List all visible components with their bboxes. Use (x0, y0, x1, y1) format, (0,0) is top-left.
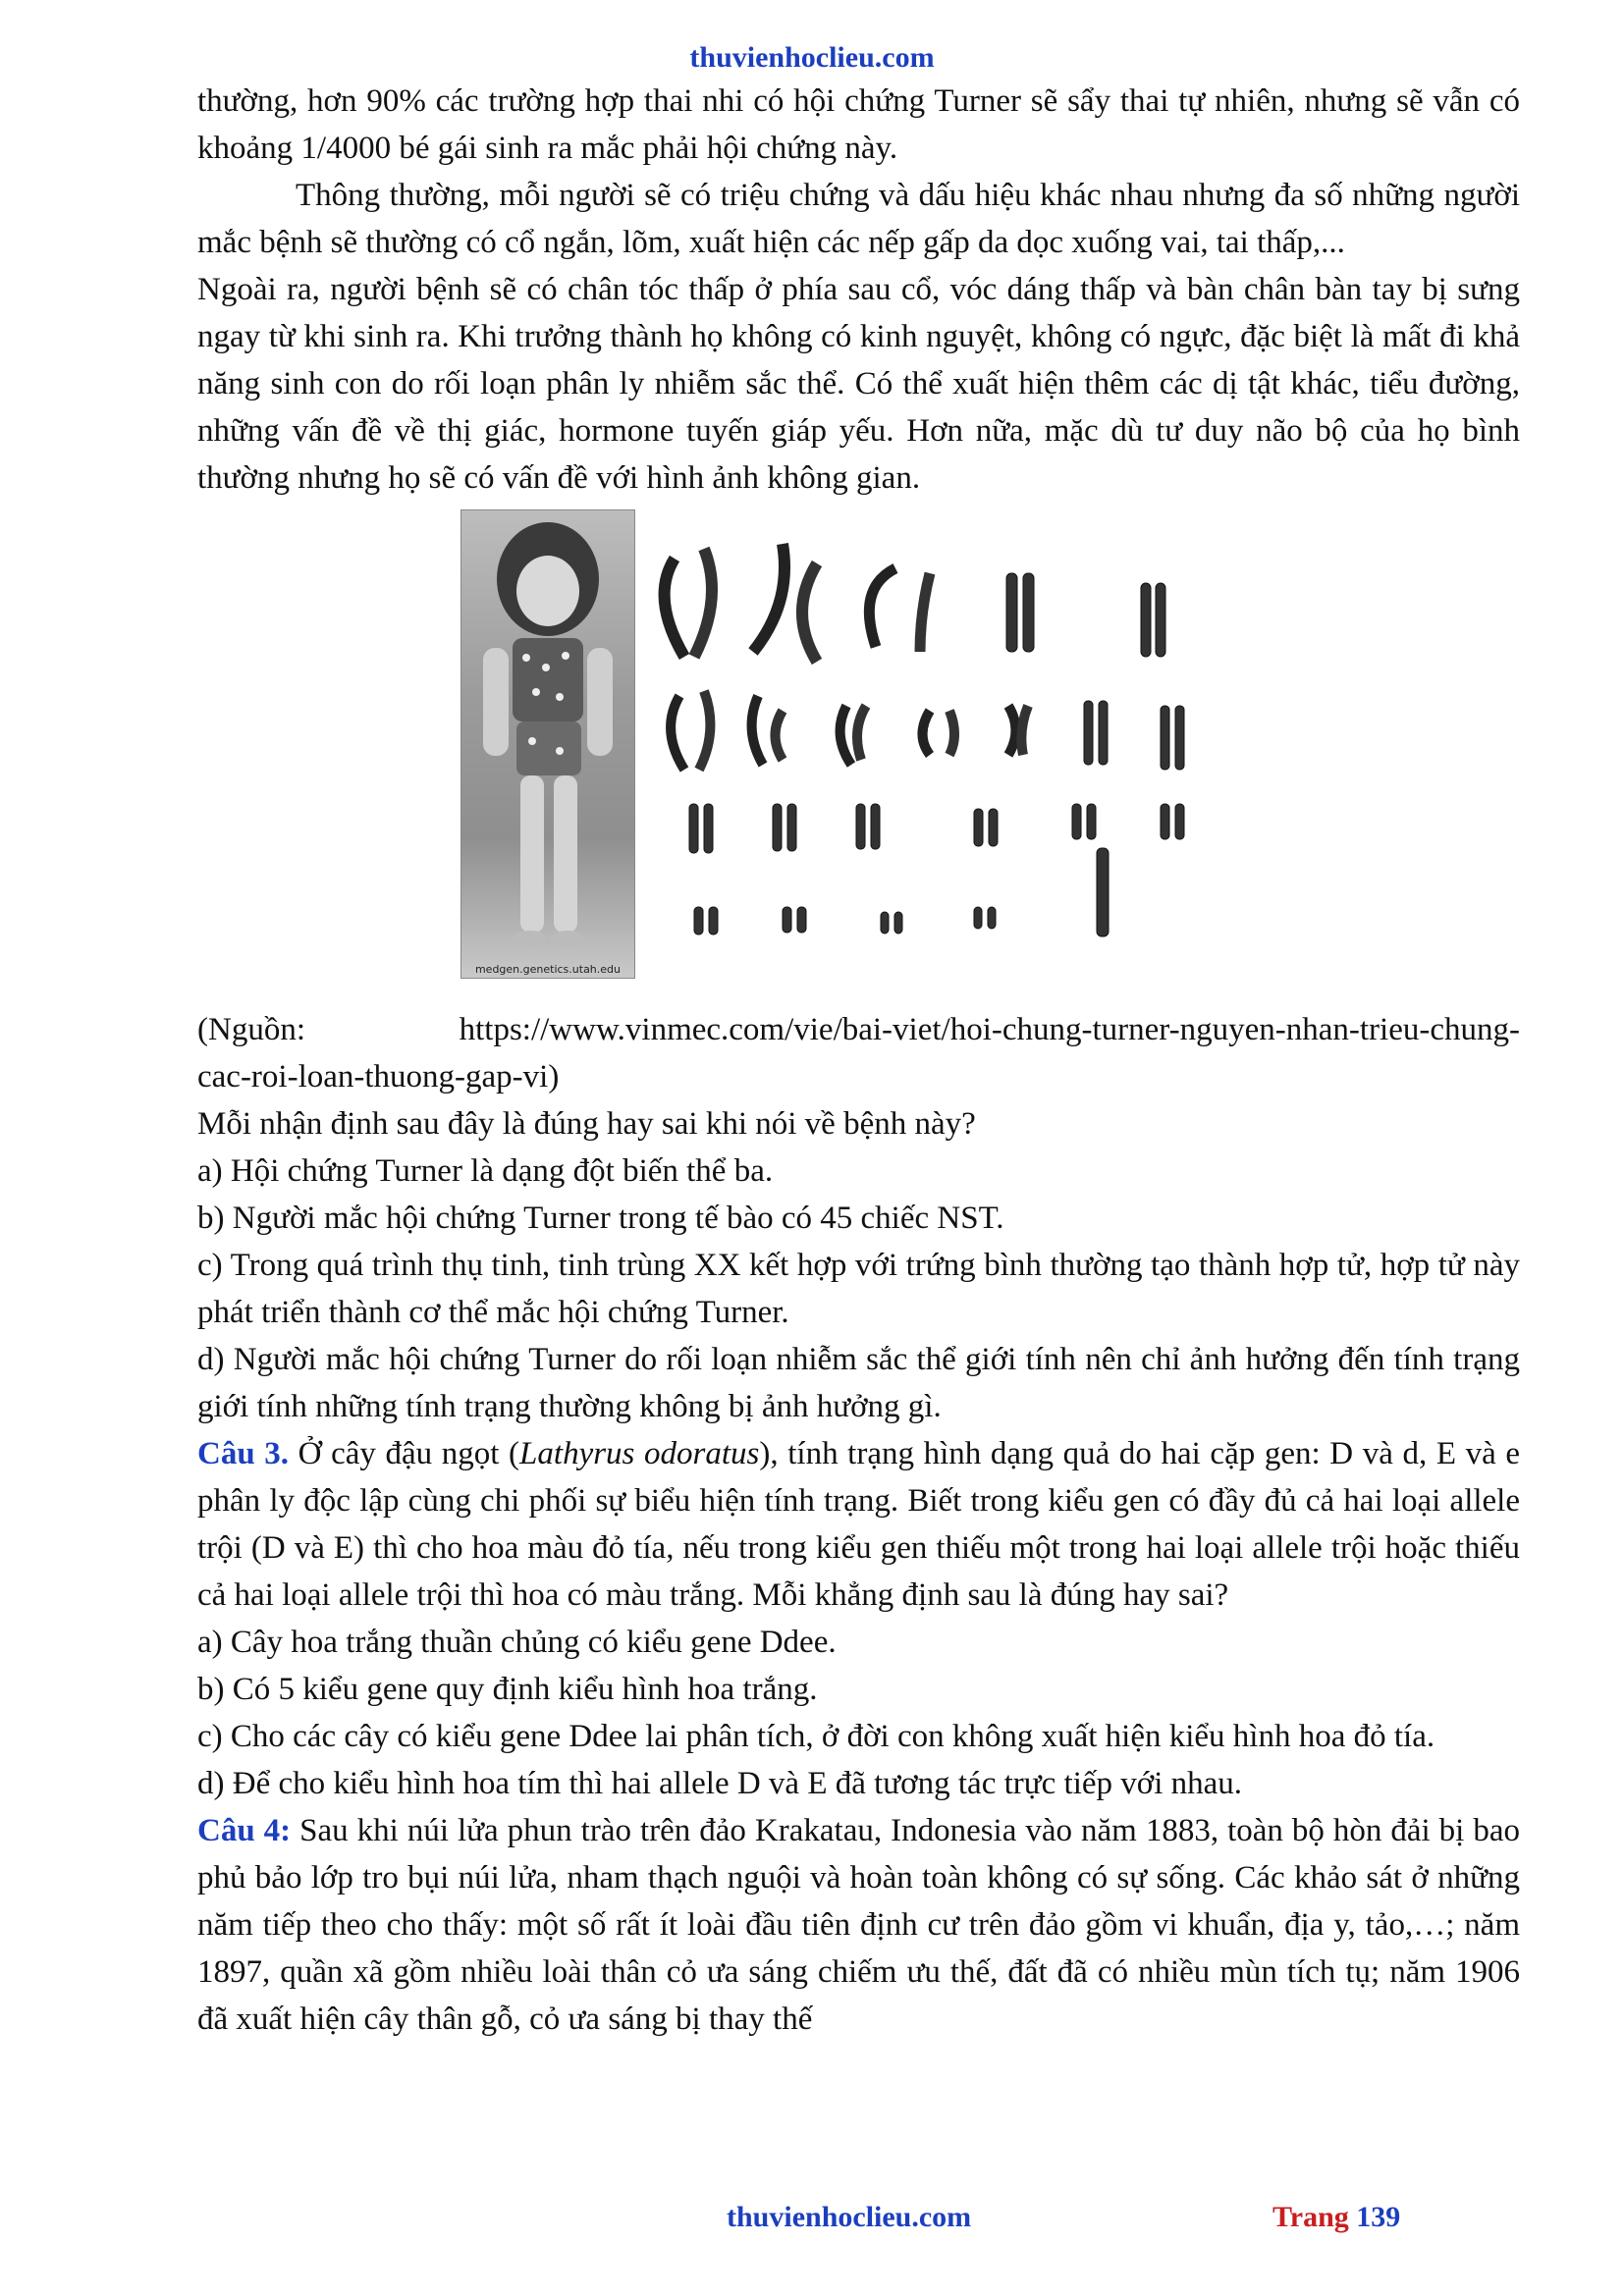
q4-intro (197, 1807, 1520, 2043)
header-site-name[interactable] (0, 41, 1624, 75)
q2-option-a: a) Hội chứng Turner là dạng đột biến thể ba. (197, 1153, 774, 1189)
q2-option-d: d) Người mắc hội chứng Turner do rối loạn nhiễm sắc thể giới tính nên chỉ ảnh hưởng đến tính trạng giới tính những tính trạng thường không bị ảnh hưởng gì. (197, 1342, 1520, 1424)
q4-text: Sau khi núi lửa phun trào trên đảo Krakatau, Indonesia vào năm 1883, toàn bộ hòn đải bị bao phủ bảo lớp tro bụi núi lửa, nham thạch nguội và hoàn toàn không có sự sống. Các khảo sát ở những năm tiếp theo cho thấy: một số rất ít loài đầu tiên định cư trên đảo gồm vi khuẩn, địa y, tảo,…; năm 1897, quần xã gồm nhiều loài thân cỏ ưa sáng chiếm ưu thế, đất đã có nhiều mùn tích tụ; năm 1906 đã xuất hiện cây thân gỗ, cỏ ưa sáng bị thay thế (197, 1813, 1520, 2037)
q4-label: Câu 4: (197, 1813, 292, 1848)
source-label: (Nguồn: (197, 1012, 305, 1047)
child-silhouette-icon (461, 510, 634, 962)
q2-option-b: b) Người mắc hội chứng Turner trong tế bào có 45 chiếc NST. (197, 1201, 1004, 1236)
paragraph-1: thường, hơn 90% các trường hợp thai nhi có hội chứng Turner sẽ sẩy thai tự nhiên, nhưng sẽ vẫn có khoảng 1/4000 bé gái sinh ra mắc phải hội chứng này. (197, 83, 1520, 166)
q3-option-a: a) Cây hoa trắng thuần chủng có kiểu gene Ddee. (197, 1625, 837, 1660)
karyotype-chart-icon (645, 519, 1273, 981)
source-citation (197, 1006, 1520, 1053)
source-url-part2[interactable]: cac-roi-loan-thuong-gap-vi) (197, 1059, 560, 1095)
page-number-value: 139 (1356, 2201, 1401, 2233)
q3-option-c: c) Cho các cây có kiểu gene Ddee lai phân tích, ở đời con không xuất hiện kiểu hình hoa đỏ tía. (197, 1719, 1435, 1754)
paragraph-3: Ngoài ra, người bệnh sẽ có chân tóc thấp ở phía sau cổ, vóc dáng thấp và bàn chân bàn tay bị sưng ngay từ khi sinh ra. Khi trưởng thành họ không có kinh nguyệt, không có ngực, đặc biệt là mất đi khả năng sinh con do rối loạn phân ly nhiễm sắc thể. Có thể xuất hiện thêm các dị tật khác, tiểu đường, những vấn đề về thị giác, hormone tuyến giáp yếu. Hơn nữa, mặc dù tư duy não bộ của họ bình thường nhưng họ sẽ có vấn đề với hình ảnh không gian. (197, 272, 1520, 496)
footer-site-link[interactable]: thuvienhoclieu.com (727, 2201, 972, 2233)
q3-intro-after: ), tính trạng hình dạng quả do hai cặp gen: D và d, E và e phân ly độc lập cùng chi phối sự biểu hiện tính trạng. Biết trong kiểu gen có đầy đủ cả hai loại allele trội (D và E) thì cho hoa màu đỏ tía, nếu trong kiểu gen thiếu một trong hai loại allele trội hoặc thiếu cả hai loại allele trội thì hoa có màu trắng. Mỗi khẳng định sau là đúng hay sai? (197, 1436, 1520, 1613)
q3-intro (197, 1430, 1520, 1619)
q3-label: Câu 3. (197, 1436, 290, 1471)
source-url-part1[interactable]: https://www.vinmec.com/vie/bai-viet/hoi-chung-turner-nguyen-nhan-trieu-chung- (459, 1012, 1520, 1047)
q3-option-b: b) Có 5 kiểu gene quy định kiểu hình hoa trắng. (197, 1672, 818, 1707)
header-site-link[interactable]: thuvienhoclieu.com (689, 41, 935, 74)
q3-intro-before: Ở cây đậu ngọt ( (289, 1436, 520, 1471)
page-number (1272, 2201, 1400, 2234)
q2-option-c: c) Trong quá trình thụ tinh, tinh trùng XX kết hợp với trứng bình thường tạo thành hợp tử, hợp tử này phát triển thành cơ thể mắc hội chứng Turner. (197, 1248, 1520, 1330)
page-label: Trang (1272, 2201, 1349, 2233)
footer (0, 2201, 1624, 2240)
photo-credit: medgen.genetics.utah.edu (474, 963, 622, 976)
q2-prompt: Mỗi nhận định sau đây là đúng hay sai khi nói về bệnh này? (197, 1106, 976, 1142)
page-body (197, 78, 1520, 2043)
paragraph-2: Thông thường, mỗi người sẽ có triệu chứng và dấu hiệu khác nhau nhưng đa số những người mắc bệnh sẽ thường có cổ ngắn, lõm, xuất hiện các nếp gấp da dọc xuống vai, tai thấp,... (197, 178, 1520, 260)
q3-species: Lathyrus odoratus (519, 1436, 760, 1471)
child-photo-icon (460, 509, 635, 979)
q3-option-d: d) Để cho kiểu hình hoa tím thì hai allele D và E đã tương tác trực tiếp với nhau. (197, 1766, 1243, 1801)
figure-turner (197, 509, 1520, 987)
